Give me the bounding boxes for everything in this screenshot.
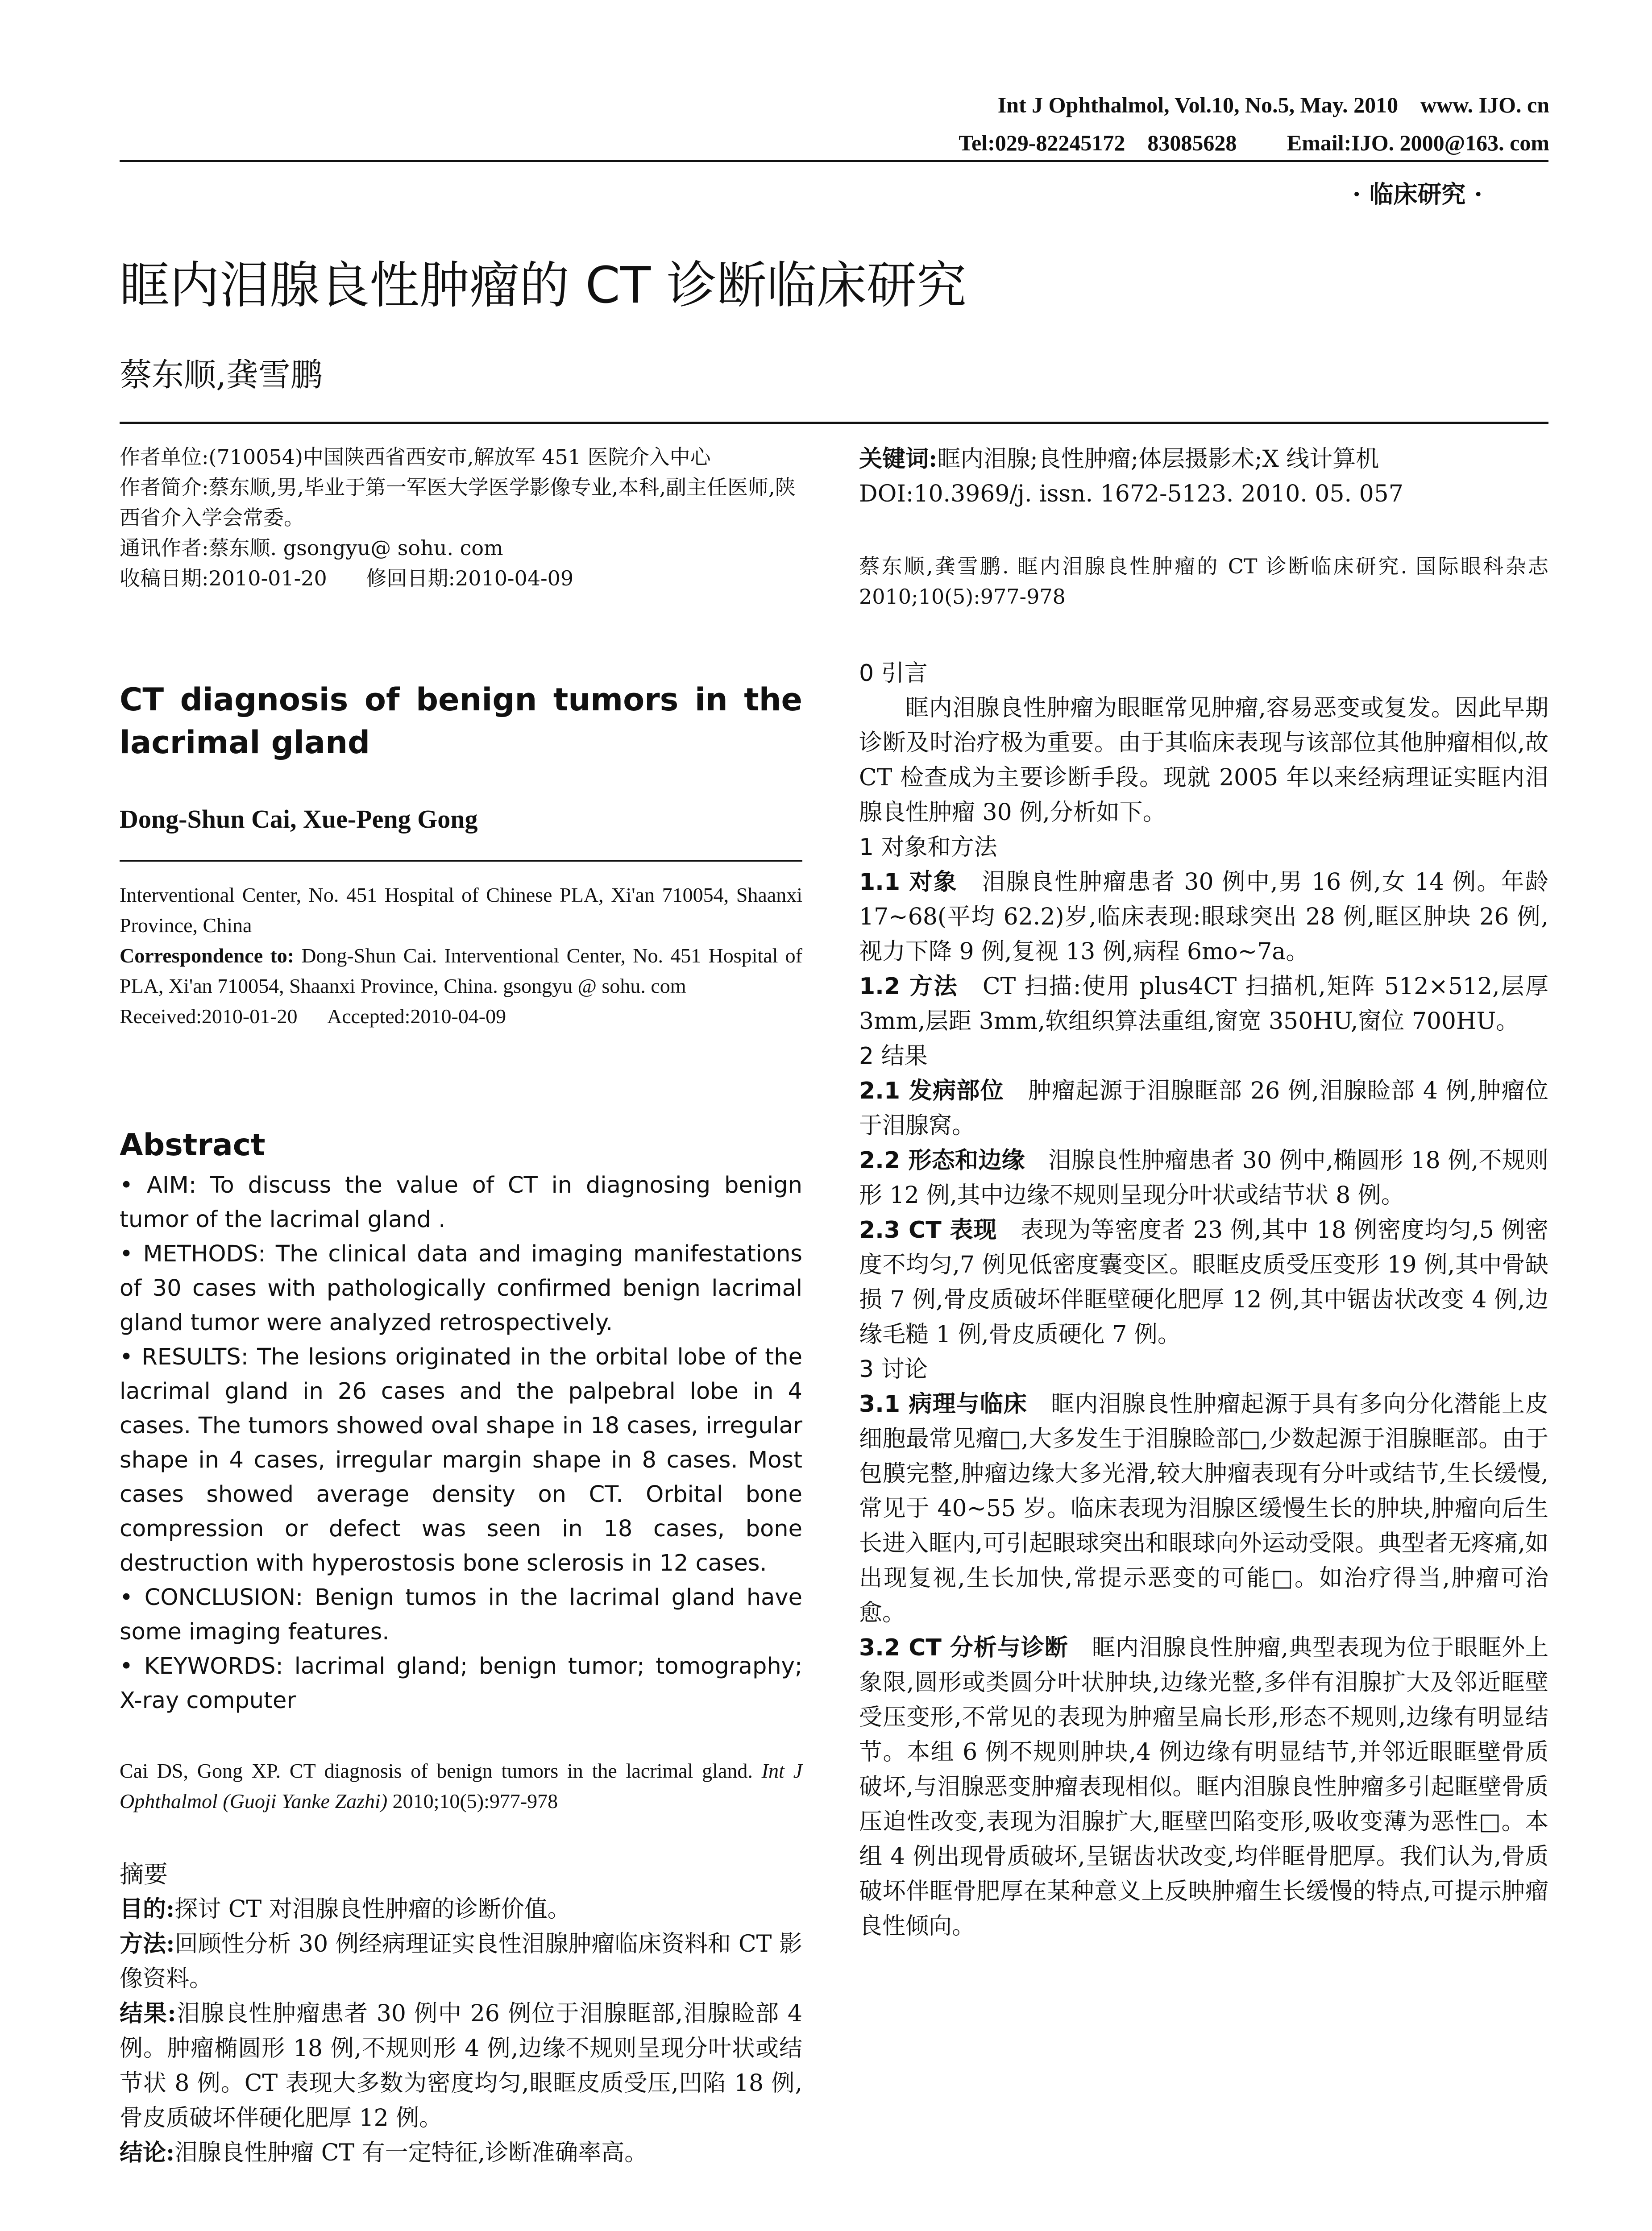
abstract-conclusion: • CONCLUSION: Benign tumos in the lacrimal gland have some imaging features.	[120, 1584, 802, 1645]
english-authors: Dong-Shun Cai, Xue-Peng Gong	[120, 804, 478, 834]
correspondence-cn: 通讯作者:蔡东顺. gsongyu@ sohu. com	[120, 536, 503, 560]
english-title: CT diagnosis of benign tumors in the lacrimal gland	[120, 681, 802, 761]
article-body	[859, 656, 1548, 1944]
zh-results	[120, 1996, 802, 2136]
zh-conclusion	[120, 2136, 802, 2170]
english-dates: Received:2010-01-20 Accepted:2010-04-09	[120, 1005, 506, 1028]
section-0-text: 眶内泪腺良性肿瘤为眼眶常见肿瘤,容易恶变或复发。因此早期诊断及时治疗极为重要。由于其临床表现与该部位其他肿瘤相似,故 CT 检查成为主要诊断手段。现就 2005 年以来经病理证实眶内泪腺良性肿瘤 30 例,分析如下。	[859, 695, 1548, 826]
section-1-1-text: 泪腺良性肿瘤患者 30 例中,男 16 例,女 14 例。年龄 17~68(平均 62.2)岁,临床表现:眼球突出 28 例,眶区肿块 26 例,视力下降 9 例,复视 13 例,病程 6mo~7a。	[859, 869, 1548, 965]
bio-cn: 作者简介:蔡东顺,男,毕业于第一军医大学医学影像专业,本科,副主任医师,陕西省介入学会常委。	[120, 475, 796, 530]
zh-aim-label: 目的:	[120, 1895, 175, 1923]
section-1-2	[859, 969, 1548, 1039]
section-1-heading: 1 对象和方法	[859, 834, 997, 861]
section-1-2-text: CT 扫描:使用 plus4CT 扫描机,矩阵 512×512,层厚 3mm,层距 3mm,软组织算法重组,窗宽 350HU,窗位 700HU。	[859, 973, 1548, 1035]
author-info	[120, 442, 802, 593]
section-2-1-label: 2.1 发病部位	[859, 1078, 1004, 1104]
section-3-1-text: 眶内泪腺良性肿瘤起源于具有多向分化潜能上皮细胞最常见瘤□,大多发生于泪腺睑部□,少数起源于泪腺眶部。由于包膜完整,肿瘤边缘大多光滑,较大肿瘤表现有分叶或结节,生长缓慢,常见于 40~55 岁。临床表现为泪腺区缓慢生长的肿块,肿瘤向后生长进入眶内,可引起眼球突出和眼球向外运动受限。典型者无疼痛,如出现复视,生长加快,常提示恶变的可能□。如治疗得当,肿瘤可治愈。	[859, 1391, 1548, 1626]
section-3-2	[859, 1630, 1548, 1944]
abstract-aim: • AIM: To discuss the value of CT in diagnosing benign tumor of the lacrimal gland .	[120, 1172, 802, 1233]
zh-abstract-heading: 摘要	[120, 1860, 168, 1888]
contact-line: Tel:029-82245172 83085628 Email:IJO. 2000@163. com	[959, 130, 1549, 155]
section-3-1	[859, 1387, 1548, 1630]
journal-line: Int J Ophthalmol, Vol.10, No.5, May. 2010 www. IJO. cn	[997, 92, 1549, 117]
affiliation-cn: 作者单位:(710054)中国陕西省西安市,解放军 451 医院介入中心	[120, 445, 711, 469]
section-2-2	[859, 1143, 1548, 1213]
abstract-keywords: • KEYWORDS: lacrimal gland; benign tumor; tomography; X-ray computer	[120, 1653, 802, 1714]
abstract-methods: • METHODS: The clinical data and imaging manifestations of 30 cases with pathologically confirmed benign lacrimal gland tumor were analyzed retrospectively.	[120, 1241, 802, 1336]
zh-conclusion-text: 泪腺良性肿瘤 CT 有一定特征,诊断准确率高。	[174, 2140, 648, 2166]
citation-en-post: 2010;10(5):977-978	[387, 1790, 558, 1812]
section-2-3-label: 2.3 CT 表现	[859, 1217, 997, 1244]
section-2-3-text: 表现为等密度者 23 例,其中 18 例密度均匀,5 例密度不均匀,7 例见低密度囊变区。眼眶皮质受压变形 19 例,其中骨缺损 7 例,骨皮质破坏伴眶壁硬化肥厚 12 例,其中锯齿状改变 4 例,边缘毛糙 1 例,骨皮质硬化 7 例。	[859, 1217, 1548, 1348]
zh-abstract	[120, 1892, 802, 2170]
authors-cn: 蔡东顺,龚雪鹏	[120, 356, 323, 394]
zh-results-label: 结果:	[120, 2000, 176, 2027]
header-rule	[120, 160, 1548, 162]
zh-aim-text: 探讨 CT 对泪腺良性肿瘤的诊断价值。	[174, 1896, 571, 1923]
section-2-1-text: 肿瘤起源于泪腺眶部 26 例,泪腺睑部 4 例,肿瘤位于泪腺窝。	[859, 1078, 1548, 1139]
citation-en-pre: Cai DS, Gong XP. CT diagnosis of benign tumors in the lacrimal gland.	[120, 1759, 762, 1782]
dates-cn: 收稿日期:2010-01-20 修回日期:2010-04-09	[120, 566, 574, 590]
abstract-heading: Abstract	[120, 1128, 266, 1163]
citation-en-journal: Int J Ophthalmol (Guoji Yanke Zazhi)	[120, 1759, 803, 1812]
zh-methods-label: 方法:	[120, 1930, 175, 1957]
section-2-2-text: 泪腺良性肿瘤患者 30 例中,椭圆形 18 例,不规则形 12 例,其中边缘不规则呈现分叶状或结节状 8 例。	[859, 1147, 1548, 1209]
keywords-line	[859, 442, 1548, 477]
citation-en	[120, 1756, 802, 1816]
section-2-heading: 2 结果	[859, 1043, 928, 1070]
english-correspondence	[120, 941, 802, 1001]
citation-zh: 蔡东顺,龚雪鹏. 眶内泪腺良性肿瘤的 CT 诊断临床研究. 国际眼科杂志 2010;10(5):977-978	[859, 554, 1548, 609]
authors-rule	[120, 860, 802, 862]
keywords-label: 关键词:	[859, 445, 938, 473]
section-2-1	[859, 1074, 1548, 1143]
english-affiliation: Interventional Center, No. 451 Hospital of Chinese PLA, Xi'an 710054, Shaanxi Province, China	[120, 883, 802, 937]
keywords-zh	[859, 442, 1548, 511]
zh-results-text: 泪腺良性肿瘤患者 30 例中 26 例位于泪腺眶部,泪腺睑部 4 例。肿瘤椭圆形 18 例,不规则形 4 例,边缘不规则呈现分叶状或结节状 8 例。CT 表现大多数为密度均匀,眼眶皮质受压,凹陷 18 例,骨皮质破坏伴硬化肥厚 12 例。	[120, 2000, 802, 2131]
abstract-en	[120, 1168, 802, 1718]
section-2-3	[859, 1213, 1548, 1352]
zh-conclusion-label: 结论:	[120, 2139, 175, 2166]
english-info	[120, 880, 802, 1032]
column-label: · 临床研究 ·	[1352, 180, 1482, 208]
zh-methods-text: 回顾性分析 30 例经病理证实良性泪腺肿瘤临床资料和 CT 影像资料。	[120, 1931, 802, 1992]
correspondence-label: Correspondence to:	[120, 944, 295, 967]
section-3-2-text: 眶内泪腺良性肿瘤,典型表现为位于眼眶外上象限,圆形或类圆分叶状肿块,边缘光整,多伴有泪腺扩大及邻近眶壁受压变形,不常见的表现为肿瘤呈扁长形,形态不规则,边缘有明显结节。本组 6 例不规则肿块,4 例边缘有明显结节,并邻近眼眶壁骨质破坏,与泪腺恶变肿瘤表现相似。眶内泪腺良性肿瘤多引起眶壁骨质压迫性改变,表现为泪腺扩大,眶壁凹陷变形,吸收变薄为恶性□。本组 4 例出现骨质破坏,呈锯齿状改变,均伴眶骨肥厚。我们认为,骨质破坏伴眶骨肥厚在某种意义上反映肿瘤生长缓慢的特点,可提示肿瘤良性倾向。	[859, 1634, 1548, 1940]
correspondence-text: Dong-Shun Cai. Interventional Center, No. 451 Hospital of PLA, Xi'an 710054, Shaanxi Province, China. gsongyu @ sohu. com	[120, 944, 802, 997]
zh-aim	[120, 1892, 802, 1927]
section-1-1	[859, 865, 1548, 969]
doi-line: DOI:10.3969/j. issn. 1672-5123. 2010. 05. 057	[859, 481, 1403, 507]
abstract-results: • RESULTS: The lesions originated in the orbital lobe of the lacrimal gland in 26 cases and the palpebral lobe in 4 cases. The tumors showed oval shape in 18 cases, irregular shape in 4 cases, irregular margin shape in 8 cases. Most cases showed average density on CT. Orbital bone compression or defect was seen in 18 cases, bone destruction with hyperostosis bone sclerosis in 12 cases.	[120, 1344, 802, 1576]
section-3-1-label: 3.1 病理与临床	[859, 1391, 1028, 1418]
title-rule	[120, 422, 1548, 424]
keywords-text: 眶内泪腺;良性肿瘤;体层摄影术;X 线计算机	[937, 446, 1379, 473]
section-1-2-label: 1.2 方法	[859, 973, 959, 1000]
page-title: 眶内泪腺良性肿瘤的 CT 诊断临床研究	[120, 257, 967, 315]
section-2-2-label: 2.2 形态和边缘	[859, 1147, 1025, 1174]
section-3-2-label: 3.2 CT 分析与诊断	[859, 1634, 1068, 1661]
zh-methods	[120, 1927, 802, 1996]
section-3-heading: 3 讨论	[859, 1356, 928, 1383]
section-0-heading: 0 引言	[859, 660, 928, 687]
section-1-1-label: 1.1 对象	[859, 869, 958, 896]
